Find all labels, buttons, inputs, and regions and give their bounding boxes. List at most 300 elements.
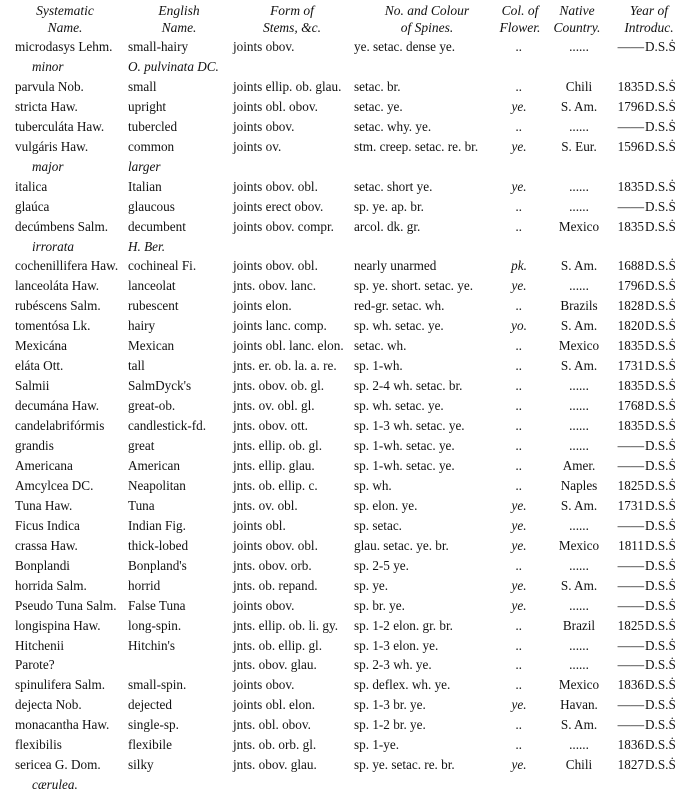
stem-form-cell: jnts. ov. obl. gl. [233, 398, 315, 414]
stem-form-cell: joints obov. obl. [233, 258, 318, 274]
flower-colour-cell: ye. [511, 757, 527, 773]
spines-cell: sp. 1-wh. setac. ye. [354, 438, 455, 453]
culture-symbol-cell: D.S.Ṡ [645, 258, 676, 274]
english-name-cell: Hitchin's [128, 637, 176, 653]
english-name-cell: Tuna [128, 497, 155, 513]
culture-symbol-cell: D.S.Ṡ [645, 617, 676, 633]
native-country-cell: ...... [569, 398, 589, 414]
spines-cell: setac. wh. [354, 338, 407, 354]
native-country-cell: ...... [569, 198, 589, 214]
header-systematic-name [10, 2, 120, 36]
spines-cell: sp. 2-4 wh. setac. br. [354, 378, 463, 394]
stem-form-cell: joints obov. [233, 118, 295, 134]
systematic-name-cell: Ficus Indica [15, 517, 80, 533]
spines-cell: sp. wh. setac. ye. [354, 398, 444, 414]
spines-cell: sp. 2-5 ye. [354, 557, 409, 573]
table-row [0, 536, 694, 556]
stem-form-cell: jnts. obl. obov. [233, 717, 311, 733]
flower-colour-cell: .. [515, 78, 523, 94]
spines-cell: sp. br. ye. [354, 597, 405, 613]
native-country-cell: Mexico [558, 537, 600, 553]
flower-colour-cell: .. [515, 617, 523, 633]
header-line: Col. of [501, 3, 539, 18]
systematic-name-cell: spinulifera Salm. [15, 677, 106, 693]
culture-symbol-cell: D.S.Ṡ [645, 677, 676, 693]
systematic-name-cell: Tuna Haw. [15, 497, 73, 513]
header-year-introduced [612, 2, 686, 36]
culture-symbol-cell: D.S.Ṡ [645, 477, 676, 493]
stem-form-cell: joints obov. obl. [233, 537, 318, 553]
systematic-name-cell: irrorata [32, 238, 75, 254]
header-line: of Spines. [400, 20, 454, 35]
table-row [0, 97, 694, 117]
systematic-name-cell: vulgáris Haw. [15, 138, 89, 154]
spines-cell: sp. ye. short. setac. ye. [354, 278, 474, 294]
culture-symbol-cell: D.S.Ṡ [645, 517, 676, 533]
english-name-cell: Indian Fig. [128, 517, 186, 533]
english-name-cell: great-ob. [128, 398, 176, 414]
year-introduced-cell: —— [617, 597, 644, 613]
flower-colour-cell: .. [515, 477, 523, 493]
table-row [0, 636, 694, 656]
flower-colour-cell: .. [515, 557, 523, 573]
native-country-cell: Amer. [562, 457, 596, 473]
culture-symbol-cell: D.S.Ṡ [645, 637, 676, 653]
stem-form-cell: joints obov. compr. [233, 218, 334, 234]
native-country-cell: ...... [569, 118, 589, 134]
spines-cell: sp. elon. ye. [354, 497, 418, 513]
stem-form-cell: jnts. obov. lanc. [233, 278, 317, 294]
spines-cell: sp. 1-3 br. ye. [354, 697, 426, 713]
culture-symbol-cell: D.S.Ṡ [645, 737, 676, 753]
stem-form-cell: joints elon. [233, 298, 292, 314]
native-country-cell: ...... [569, 637, 589, 653]
flower-colour-cell: ye. [511, 537, 527, 553]
culture-symbol-cell: D.S.Ṡ [645, 278, 676, 294]
header-native-country [546, 2, 608, 36]
year-introduced-cell: —— [617, 517, 644, 533]
spines-cell: stm. creep. setac. re. br. [354, 138, 479, 154]
flower-colour-cell: .. [515, 717, 523, 733]
spines-cell: sp. wh. setac. ye. [354, 318, 444, 334]
spines-cell: sp. 1-wh. [354, 358, 403, 374]
flower-colour-cell: pk. [511, 258, 527, 274]
systematic-name-cell: parvula Nob. [15, 78, 84, 94]
table-row [0, 675, 694, 695]
flower-colour-cell: .. [515, 198, 523, 214]
native-country-cell: Havan. [560, 697, 598, 713]
table-row [0, 256, 694, 276]
culture-symbol-cell: D.S.Ṡ [645, 118, 676, 134]
english-name-cell: dejected [128, 697, 172, 713]
year-introduced-cell: —— [617, 657, 644, 673]
year-introduced-cell: 1825 [617, 477, 644, 493]
header-english-name [125, 2, 233, 36]
spines-cell: setac. short ye. [354, 178, 433, 194]
table-row [0, 376, 694, 396]
spines-cell: ye. setac. dense ye. [354, 39, 456, 54]
table-row [0, 496, 694, 516]
flower-colour-cell: .. [515, 438, 523, 453]
spines-cell: sp. ye. ap. br. [354, 198, 424, 214]
culture-symbol-cell: D.S.Ṡ [645, 537, 676, 553]
flower-colour-cell: ye. [511, 577, 527, 593]
flower-colour-cell: .. [515, 118, 523, 134]
flower-colour-cell: ye. [511, 178, 527, 194]
flower-colour-cell: .. [515, 298, 523, 314]
culture-symbol-cell: D.S.Ṡ [645, 358, 676, 374]
year-introduced-cell: —— [617, 697, 644, 713]
native-country-cell: Mexico [558, 338, 600, 354]
stem-form-cell: joints ellip. ob. glau. [233, 78, 342, 94]
stem-form-cell: jnts. ellip. glau. [233, 457, 315, 473]
year-introduced-cell: —— [617, 438, 644, 453]
spines-cell: setac. br. [354, 78, 401, 94]
native-country-cell: Naples [560, 477, 598, 493]
spines-cell: sp. 1-wh. setac. ye. [354, 457, 455, 473]
table-row [0, 316, 694, 336]
table-row [0, 476, 694, 496]
table-row [0, 217, 694, 237]
english-name-cell: long-spin. [128, 617, 182, 633]
culture-symbol-cell: D.S.Ṡ [645, 39, 676, 54]
stem-form-cell: joints lanc. comp. [233, 318, 327, 334]
header-line: English [158, 3, 200, 18]
english-name-cell: great [128, 438, 155, 453]
year-introduced-cell: 1820 [617, 318, 644, 334]
stem-form-cell: joints obl. elon. [233, 697, 316, 713]
stem-form-cell: jnts. ov. obl. [233, 497, 298, 513]
header-line: Form of [270, 3, 314, 18]
table-row [0, 556, 694, 576]
table-row [0, 396, 694, 416]
spines-cell: red-gr. setac. wh. [354, 298, 445, 314]
systematic-name-cell: Amcylcea DC. [15, 477, 94, 493]
english-name-cell: hairy [128, 318, 156, 334]
spines-cell: glau. setac. ye. br. [354, 537, 449, 553]
header-form-of-stems [232, 2, 352, 36]
english-name-cell: tall [128, 358, 145, 374]
english-name-cell: Italian [128, 178, 162, 194]
systematic-name-cell: minor [32, 59, 64, 74]
table-row [0, 735, 694, 755]
native-country-cell: S. Am. [560, 717, 598, 733]
table-row [0, 596, 694, 616]
culture-symbol-cell: D.S.Ṡ [645, 497, 676, 513]
flower-colour-cell: ye. [511, 597, 527, 613]
stem-form-cell: joints obl. lanc. elon. [233, 338, 344, 354]
native-country-cell: Chili [565, 757, 593, 773]
native-country-cell: S. Am. [560, 577, 598, 593]
systematic-name-cell: major [32, 158, 64, 174]
year-introduced-cell: 1796 [617, 98, 644, 114]
culture-symbol-cell: D.S.Ṡ [645, 78, 676, 94]
stem-form-cell: jnts. obov. glau. [233, 757, 317, 773]
systematic-name-cell: cochenillifera Haw. [15, 258, 119, 274]
culture-symbol-cell: D.S.Ṡ [645, 218, 676, 234]
english-name-cell: candlestick-fd. [128, 418, 206, 434]
english-name-cell: Bonpland's [128, 557, 187, 573]
spines-cell: sp. 1-2 br. ye. [354, 717, 426, 733]
header-line: Year of [629, 3, 669, 18]
native-country-cell: S. Am. [560, 98, 598, 114]
year-introduced-cell: 1835 [617, 338, 644, 354]
systematic-name-cell: Pseudo Tuna Salm. [15, 597, 117, 613]
culture-symbol-cell: D.S.Ṡ [645, 378, 676, 394]
systematic-name-cell: flexibilis [15, 737, 62, 753]
table-row [0, 715, 694, 735]
systematic-name-cell: tomentósa Lk. [15, 318, 91, 334]
year-introduced-cell: —— [617, 717, 644, 733]
flower-colour-cell: .. [515, 418, 523, 434]
systematic-name-cell: Parote? [15, 657, 55, 673]
systematic-name-cell: glaúca [15, 198, 50, 214]
systematic-name-cell: Salmii [15, 378, 50, 394]
year-introduced-cell: 1796 [617, 278, 644, 294]
table-row [0, 576, 694, 596]
year-introduced-cell: 1828 [617, 298, 644, 314]
systematic-name-cell: Hitchenii [15, 637, 65, 653]
year-introduced-cell: 1768 [617, 398, 644, 414]
year-introduced-cell: —— [617, 39, 644, 54]
stem-form-cell: jnts. ob. ellip. gl. [233, 637, 323, 653]
flower-colour-cell: .. [515, 338, 523, 354]
native-country-cell: ...... [569, 597, 589, 613]
spines-cell: setac. why. ye. [354, 118, 432, 134]
native-country-cell: Mexico [558, 218, 600, 234]
table-row [0, 336, 694, 356]
english-name-cell: small-spin. [128, 677, 187, 693]
systematic-name-cell: Americana [15, 457, 73, 473]
flower-colour-cell: .. [515, 637, 523, 653]
flower-colour-cell: ye. [511, 98, 527, 114]
spines-cell: sp. wh. [354, 477, 392, 493]
flower-colour-cell: yo. [511, 318, 527, 334]
stem-form-cell: joints obov. [233, 677, 295, 693]
year-introduced-cell: 1688 [617, 258, 644, 274]
native-country-cell: Mexico [558, 677, 600, 693]
culture-symbol-cell: D.S.Ṡ [645, 418, 676, 434]
english-name-cell: O. pulvinata DC. [128, 59, 219, 74]
native-country-cell: S. Am. [560, 497, 598, 513]
variety-row [0, 237, 694, 257]
header-spines [356, 2, 498, 36]
year-introduced-cell: —— [617, 637, 644, 653]
year-introduced-cell: 1731 [617, 358, 644, 374]
systematic-name-cell: lanceoláta Haw. [15, 278, 100, 294]
year-introduced-cell: 1811 [618, 537, 644, 553]
table-row [0, 37, 694, 57]
native-country-cell: S. Am. [560, 318, 598, 334]
year-introduced-cell: 1827 [617, 757, 644, 773]
header-line: Stems, &c. [262, 20, 322, 35]
table-row [0, 436, 694, 456]
culture-symbol-cell: D.S.Ṡ [645, 98, 676, 114]
spines-cell: sp. 1-2 elon. gr. br. [354, 617, 453, 633]
year-introduced-cell: 1835 [617, 178, 644, 194]
header-line: Name. [47, 20, 83, 35]
table-row [0, 695, 694, 715]
header-line: Flower. [499, 20, 541, 35]
culture-symbol-cell: D.S.Ṡ [645, 577, 676, 593]
stem-form-cell: joints obov. [233, 39, 295, 54]
header-line: Name. [161, 20, 197, 35]
stem-form-cell: jnts. obov. glau. [233, 657, 317, 673]
spines-cell: sp. 1-3 elon. ye. [354, 637, 439, 653]
header-line: Country. [553, 20, 601, 35]
flower-colour-cell: .. [515, 218, 523, 234]
english-name-cell: H. Ber. [128, 238, 165, 254]
flower-colour-cell: ye. [511, 497, 527, 513]
english-name-cell: cochineal Fi. [128, 258, 197, 274]
native-country-cell: ...... [569, 517, 589, 533]
native-country-cell: ...... [569, 418, 589, 434]
systematic-name-cell: decumána Haw. [15, 398, 100, 414]
year-introduced-cell: 1835 [617, 78, 644, 94]
systematic-name-cell: horrida Salm. [15, 577, 87, 593]
table-row [0, 356, 694, 376]
native-country-cell: ...... [569, 378, 589, 394]
culture-symbol-cell: D.S.Ṡ [645, 717, 676, 733]
english-name-cell: small [128, 78, 157, 94]
flower-colour-cell: .. [515, 657, 523, 673]
culture-symbol-cell: D.S.Ṡ [645, 657, 676, 673]
spines-cell: sp. ye. setac. re. br. [354, 757, 455, 773]
stem-form-cell: jnts. er. ob. la. a. re. [233, 358, 337, 374]
year-introduced-cell: —— [617, 118, 644, 134]
systematic-name-cell: grandis [15, 438, 54, 453]
stem-form-cell: joints obov. obl. [233, 178, 318, 194]
systematic-name-cell: stricta Haw. [15, 98, 78, 114]
spines-cell: setac. ye. [354, 98, 403, 114]
spines-cell: sp. setac. [354, 517, 402, 533]
native-country-cell: S. Am. [560, 358, 598, 374]
spines-cell: arcol. dk. gr. [354, 218, 421, 234]
systematic-name-cell: cærulea. [32, 777, 78, 793]
culture-symbol-cell: D.S.Ṡ [645, 178, 676, 194]
variety-row [0, 157, 694, 177]
native-country-cell: Chili [565, 78, 593, 94]
culture-symbol-cell: D.S.Ṡ [645, 757, 676, 773]
table-row [0, 177, 694, 197]
flower-colour-cell: ye. [511, 138, 527, 154]
english-name-cell: common [128, 138, 175, 154]
year-introduced-cell: 1825 [617, 617, 644, 633]
native-country-cell: S. Eur. [561, 138, 597, 154]
native-country-cell: ...... [569, 39, 589, 54]
flower-colour-cell: .. [515, 358, 523, 374]
flower-colour-cell: ye. [511, 697, 527, 713]
english-name-cell: rubescent [128, 298, 179, 314]
culture-symbol-cell: D.S.Ṡ [645, 318, 676, 334]
systematic-name-cell: monacantha Haw. [15, 717, 110, 733]
table-row [0, 77, 694, 97]
year-introduced-cell: —— [617, 198, 644, 214]
culture-symbol-cell: D.S.Ṡ [645, 557, 676, 573]
stem-form-cell: joints obov. [233, 597, 295, 613]
systematic-name-cell: sericea G. Dom. [15, 757, 101, 773]
native-country-cell: ...... [569, 657, 589, 673]
variety-row [0, 57, 694, 77]
table-row [0, 456, 694, 476]
systematic-name-cell: Mexicána [15, 338, 67, 354]
systematic-name-cell: candelabrifórmis [15, 418, 105, 434]
spines-cell: sp. deflex. wh. ye. [354, 677, 451, 693]
native-country-cell: ...... [569, 178, 589, 194]
flower-colour-cell: .. [515, 737, 523, 753]
table-row [0, 516, 694, 536]
table-row [0, 296, 694, 316]
systematic-name-cell: tuberculáta Haw. [15, 118, 105, 134]
culture-symbol-cell: D.S.Ṡ [645, 338, 676, 354]
english-name-cell: glaucous [128, 198, 175, 214]
english-name-cell: larger [128, 158, 161, 174]
systematic-name-cell: rubéscens Salm. [15, 298, 101, 314]
year-introduced-cell: —— [617, 577, 644, 593]
stem-form-cell: jnts. ob. orb. gl. [233, 737, 317, 753]
english-name-cell: Neapolitan [128, 477, 186, 493]
flower-colour-cell: ye. [511, 517, 527, 533]
flower-colour-cell: .. [515, 677, 523, 693]
flower-colour-cell: .. [515, 457, 523, 473]
stem-form-cell: joints ov. [233, 138, 282, 154]
year-introduced-cell: 1835 [617, 378, 644, 394]
stem-form-cell: jnts. ellip. ob. gl. [233, 438, 323, 453]
variety-row [0, 775, 694, 795]
spines-cell: sp. 2-3 wh. ye. [354, 657, 432, 673]
flower-colour-cell: ye. [511, 278, 527, 294]
native-country-cell: ...... [569, 737, 589, 753]
culture-symbol-cell: D.S.Ṡ [645, 697, 676, 713]
systematic-name-cell: microdasys Lehm. [15, 39, 113, 54]
flower-colour-cell: .. [515, 398, 523, 414]
year-introduced-cell: —— [617, 557, 644, 573]
spines-cell: sp. 1-ye. [354, 737, 400, 753]
header-line: Systematic [36, 3, 94, 18]
stem-form-cell: jnts. ob. repand. [233, 577, 318, 593]
table-row [0, 616, 694, 636]
stem-form-cell: joints erect obov. [233, 198, 324, 214]
flower-colour-cell: .. [515, 39, 523, 54]
culture-symbol-cell: D.S.Ṡ [645, 398, 676, 414]
systematic-name-cell: crassa Haw. [15, 537, 78, 553]
table-row [0, 416, 694, 436]
systematic-name-cell: longispina Haw. [15, 617, 101, 633]
stem-form-cell: jnts. obov. ob. gl. [233, 378, 325, 394]
culture-symbol-cell: D.S.Ṡ [645, 298, 676, 314]
year-introduced-cell: 1835 [617, 218, 644, 234]
header-flower-colour [494, 2, 546, 36]
native-country-cell: Brazils [560, 298, 598, 314]
table-row [0, 276, 694, 296]
spines-cell: sp. 1-3 wh. setac. ye. [354, 418, 465, 434]
header-line: No. and Colour [384, 3, 470, 18]
stem-form-cell: jnts. obov. ott. [233, 418, 308, 434]
native-country-cell: Brazil [562, 617, 596, 633]
table-row [0, 655, 694, 675]
header-line: Introduc. [624, 20, 674, 35]
english-name-cell: upright [128, 98, 167, 114]
english-name-cell: lanceolat [128, 278, 176, 294]
english-name-cell: Mexican [128, 338, 175, 354]
culture-symbol-cell: D.S.Ṡ [645, 198, 676, 214]
table-row [0, 117, 694, 137]
systematic-name-cell: Bonplandi [15, 557, 70, 573]
systematic-name-cell: decúmbens Salm. [15, 218, 109, 234]
english-name-cell: horrid [128, 577, 161, 593]
spines-cell: nearly unarmed [354, 258, 437, 274]
stem-form-cell: jnts. obov. orb. [233, 557, 312, 573]
